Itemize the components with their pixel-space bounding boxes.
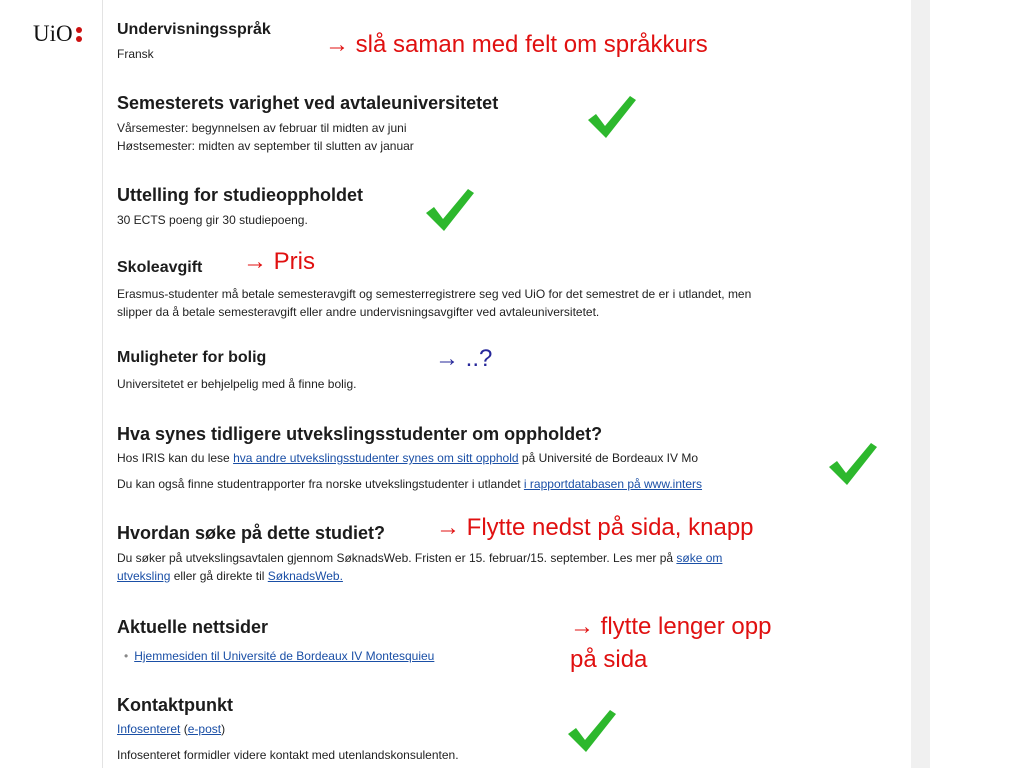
fee-line-1: Erasmus-studenter må betale semesteravgift og semesterregistrere seg ved UiO for det semestret de er i utlandet, men [117, 287, 752, 301]
heading-housing: Muligheter for bolig [117, 349, 267, 366]
heading-semester: Semesterets varighet ved avtaleuniversitetet [117, 93, 499, 113]
apply-line-2 [117, 568, 343, 585]
apply-line-1 [117, 550, 722, 567]
annotation-fee: → Pris [243, 248, 315, 275]
check-mark-icon [825, 437, 881, 493]
opinions-line-1-text: Hos IRIS kan du lese [117, 451, 234, 465]
paren-close: ) [221, 722, 226, 736]
check-mark-icon [564, 704, 620, 760]
opinions-line-2 [117, 476, 789, 493]
annotation-language: → slå saman med felt om språkkurs [325, 31, 708, 58]
contact-info: Infosenteret formidler videre kontakt med utenlandskonsulenten. [117, 748, 459, 762]
credits-value: 30 ECTS poeng gir 30 studiepoeng. [117, 213, 308, 227]
semester-line-1: Vårsemester: begynnelsen av februar til midten av juni [117, 121, 407, 135]
heading-apply: Hvordan søke på dette studiet? [117, 523, 386, 543]
annotation-apply: → Flytte nedst på sida, knapp [436, 514, 754, 541]
heading-links: Aktuelle nettsider [117, 617, 269, 637]
heading-credits: Uttelling for studieoppholdet [117, 185, 363, 205]
bullet-icon: • [124, 649, 129, 663]
apply-line-1-text: Du søker på utvekslingsavtalen gjennom SøknadsWeb. Fristen er 15. februar/15. september. Les mer på [117, 551, 677, 565]
fee-line-2: slipper da å betale semesteravgift eller andre undervisningsavgifter ved avtaleuniversitetet. [117, 305, 600, 319]
opinions-line-2-text: Du kan også finne studentrapporter fra norske utvekslingstudenter i utlandet [117, 477, 524, 491]
uio-logo[interactable] [33, 21, 82, 47]
apply-line-2-text: eller gå direkte til [170, 569, 268, 583]
contact-links [117, 721, 225, 738]
check-mark-icon [422, 183, 478, 239]
annotation-housing: → ..? [435, 345, 493, 372]
logo-dots-icon [76, 27, 82, 42]
housing-value: Universitetet er behjelpelig med å finne bolig. [117, 377, 357, 391]
heading-fee: Skoleavgift [117, 259, 203, 276]
infosenteret-link[interactable]: Infosenteret [117, 722, 181, 736]
paren-open: ( [180, 722, 188, 736]
right-scroll-strip [911, 0, 930, 768]
bordeaux-homepage-link[interactable]: Hjemmesiden til Université de Bordeaux IV Montesquieu [134, 649, 435, 663]
apply-search-link[interactable]: søke om [676, 551, 723, 565]
opinions-line-1 [117, 450, 789, 467]
check-mark-icon [584, 90, 640, 146]
heading-opinions: Hva synes tidligere utvekslingsstudenter om oppholdet? [117, 424, 603, 444]
report-database-link[interactable]: i rapportdatabasen på www.inters [523, 477, 703, 491]
semester-line-2: Høstsemester: midten av september til slutten av januar [117, 139, 414, 153]
soknadsweb-link[interactable]: SøknadsWeb. [267, 569, 343, 583]
opinions-link[interactable]: hva andre utvekslingsstudenter synes om sitt opphold [233, 451, 519, 465]
language-value: Fransk [117, 47, 154, 61]
logo-text: UiO [33, 21, 73, 46]
annotation-links-1: → flytte lenger opp [570, 613, 772, 640]
links-list-item [117, 648, 434, 665]
heading-language: Undervisningsspråk [117, 21, 271, 38]
opinions-line-1-tail: på Université de Bordeaux IV Mo [518, 451, 698, 465]
apply-exchange-link[interactable]: utveksling [117, 569, 171, 583]
heading-contact: Kontaktpunkt [117, 695, 233, 715]
email-link[interactable]: e-post [187, 722, 222, 736]
annotation-links-2: på sida [570, 646, 648, 673]
